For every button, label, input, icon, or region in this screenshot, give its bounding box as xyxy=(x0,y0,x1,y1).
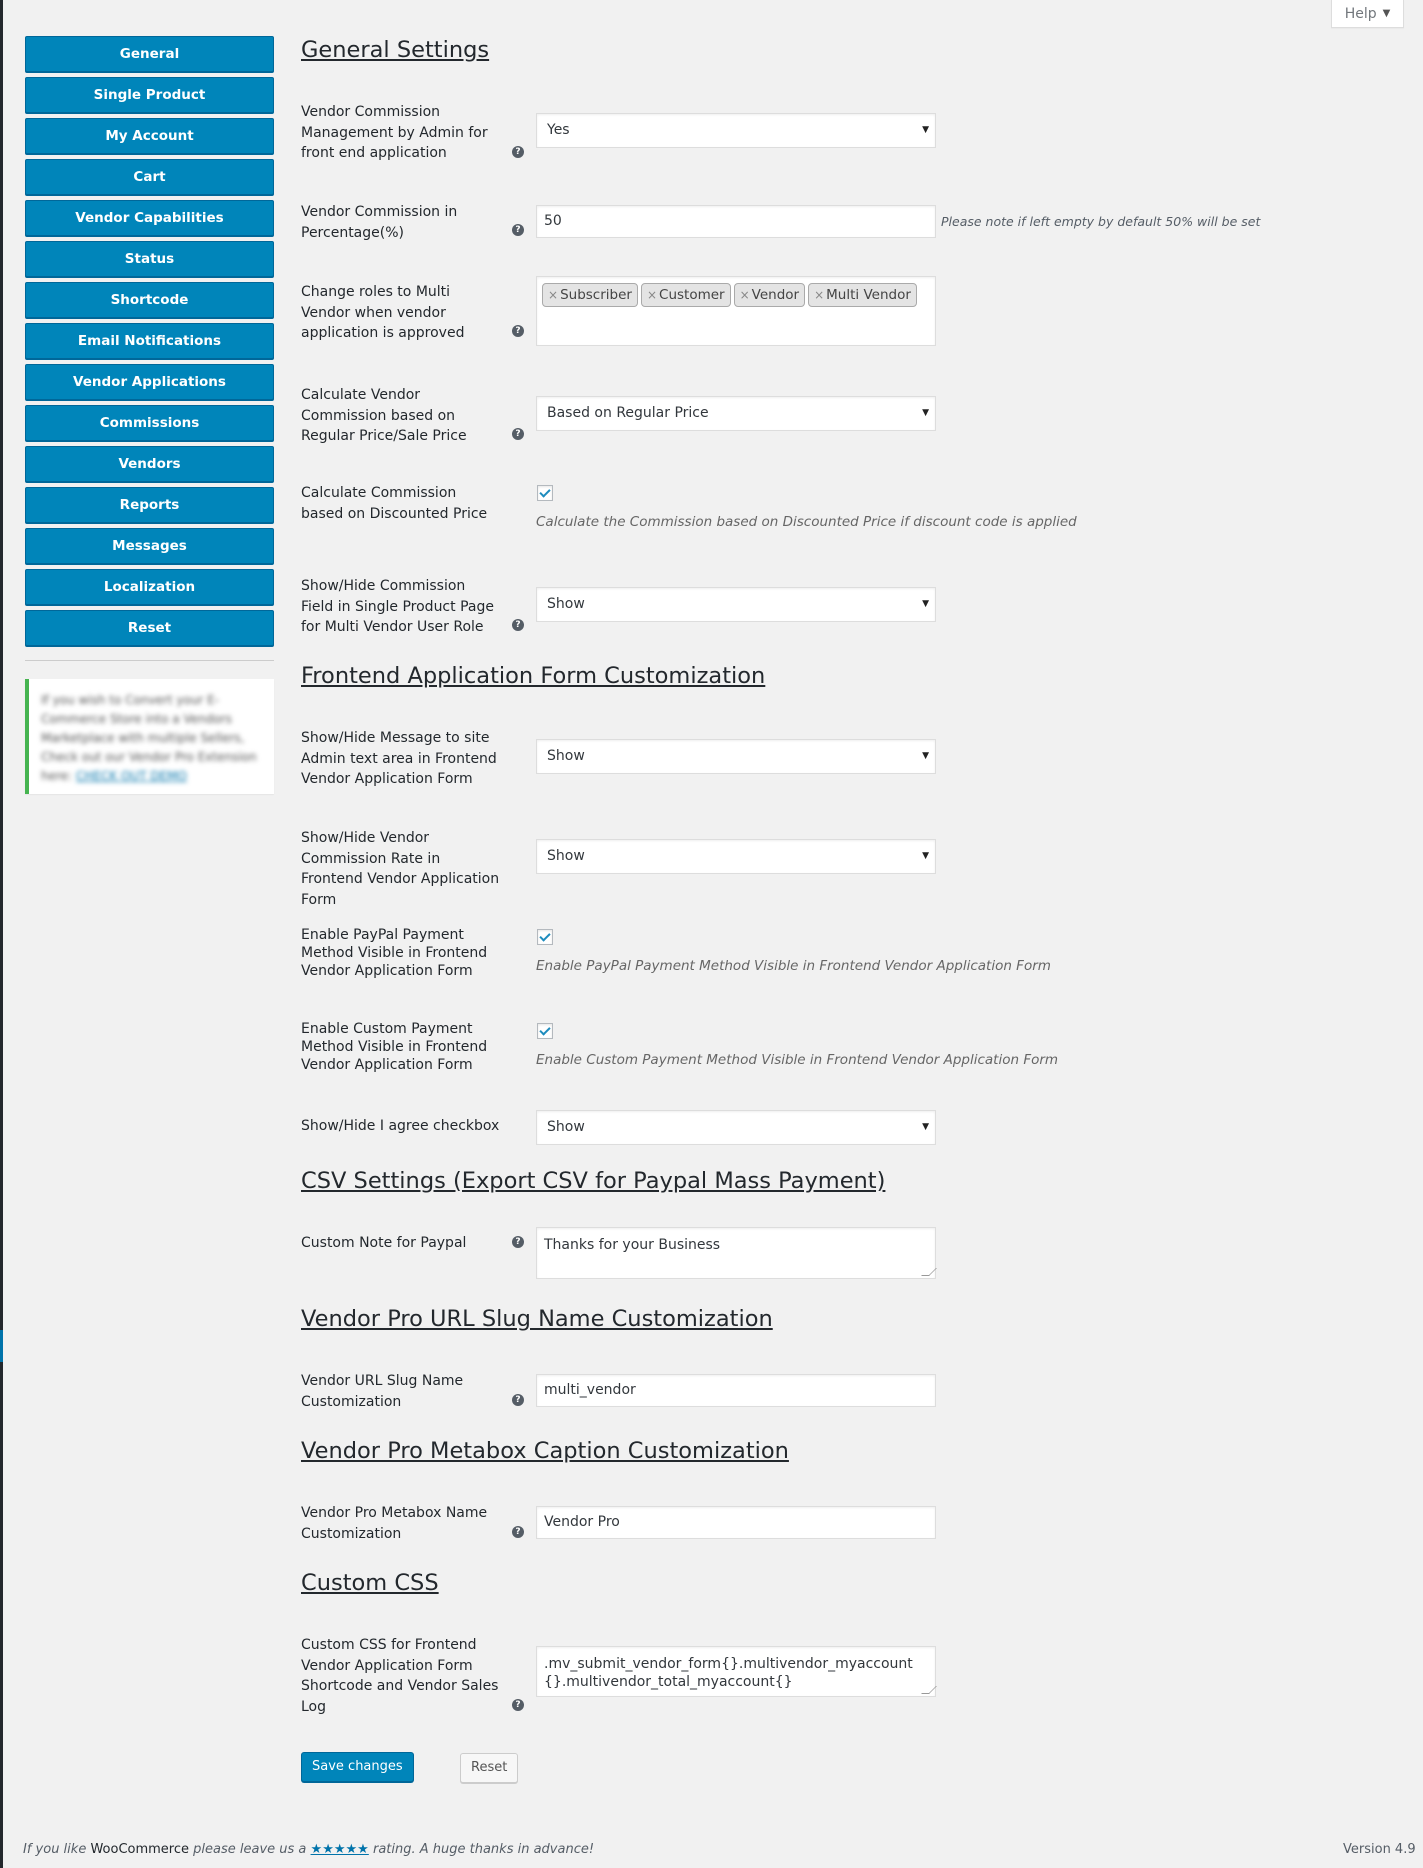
checkmark-icon xyxy=(539,930,550,941)
checkmark-icon xyxy=(539,486,550,497)
label-change-roles: Change roles to Multi Vendor when vendor application is approved xyxy=(301,284,465,341)
help-tip-icon[interactable]: ? xyxy=(512,619,524,631)
label-metabox: Vendor Pro Metabox Name Customization xyxy=(301,1505,488,1542)
select-value: Show xyxy=(547,848,585,864)
label-custom-payment: Enable Custom Payment Method Visible in Frontend Vendor Application Form xyxy=(301,1021,488,1073)
nav-shortcode[interactable]: Shortcode xyxy=(25,282,274,318)
section-title-frontend: Frontend Application Form Customization xyxy=(301,663,766,689)
help-tip-icon[interactable]: ? xyxy=(512,224,524,236)
help-tip-icon[interactable]: ? xyxy=(512,146,524,158)
role-tag-label: Subscriber xyxy=(560,287,632,303)
dropdown-arrow-icon: ▼ xyxy=(922,1122,929,1132)
help-tip-icon[interactable]: ? xyxy=(512,428,524,440)
label-paypal: Enable PayPal Payment Method Visible in Frontend Vendor Application Form xyxy=(301,927,488,979)
footer-text: rating. A huge thanks in advance! xyxy=(372,1842,595,1857)
section-title-slug: Vendor Pro URL Slug Name Customization xyxy=(301,1306,773,1332)
reset-button[interactable]: Reset xyxy=(460,1753,518,1783)
input-commission-pct[interactable]: 50 xyxy=(536,205,936,238)
select-commission-rate[interactable] xyxy=(536,839,936,874)
label-custom-css: Custom CSS for Frontend Vendor Application Form Shortcode and Vendor Sales Log xyxy=(301,1637,499,1715)
promo-link[interactable]: CHECK OUT DEMO xyxy=(75,769,187,783)
admin-menu-active-marker xyxy=(0,1330,3,1362)
checkbox-calc-discounted[interactable] xyxy=(537,485,553,501)
roles-multiselect[interactable] xyxy=(536,276,936,346)
help-tip-icon[interactable]: ? xyxy=(512,1699,524,1711)
help-tip-icon[interactable]: ? xyxy=(512,1526,524,1538)
nav-commissions[interactable]: Commissions xyxy=(25,405,274,441)
input-slug[interactable]: multi_vendor xyxy=(536,1374,936,1407)
dropdown-arrow-icon: ▼ xyxy=(922,851,929,861)
remove-icon[interactable]: × xyxy=(646,288,658,302)
checkbox-custom-payment[interactable] xyxy=(537,1023,553,1039)
help-label: Help xyxy=(1344,5,1377,22)
dropdown-arrow-icon: ▼ xyxy=(922,408,929,418)
role-tag[interactable] xyxy=(734,283,806,307)
dropdown-arrow-icon: ▼ xyxy=(922,599,929,609)
help-tip-icon[interactable]: ? xyxy=(512,1236,524,1248)
remove-icon[interactable]: × xyxy=(739,288,750,302)
input-metabox[interactable]: Vendor Pro xyxy=(536,1506,936,1539)
textarea-paypal-note[interactable] xyxy=(536,1227,936,1279)
dropdown-arrow-icon: ▼ xyxy=(922,125,929,135)
footer-brand: WooCommerce xyxy=(90,1842,190,1857)
nav-vendor-capabilities[interactable]: Vendor Capabilities xyxy=(25,200,274,236)
nav-vendors[interactable]: Vendors xyxy=(25,446,274,482)
nav-vendor-applications[interactable]: Vendor Applications xyxy=(25,364,274,400)
checkmark-icon xyxy=(539,1024,550,1035)
resize-grip-icon[interactable] xyxy=(921,1268,937,1276)
textarea-value: Thanks for your Business xyxy=(544,1237,721,1253)
nav-localization[interactable]: Localization xyxy=(25,569,274,605)
select-commission-mgmt[interactable] xyxy=(536,113,936,148)
label-slug: Vendor URL Slug Name Customization xyxy=(301,1373,464,1410)
help-tip-icon[interactable]: ? xyxy=(512,1394,524,1406)
role-tag[interactable] xyxy=(808,283,917,307)
nav-cart[interactable]: Cart xyxy=(25,159,274,195)
help-tab[interactable] xyxy=(1331,0,1404,28)
settings-sidebar xyxy=(25,36,274,794)
nav-reports[interactable]: Reports xyxy=(25,487,274,523)
footer-text: If you like xyxy=(23,1842,87,1857)
label-commission-pct: Vendor Commission in Percentage(%) xyxy=(301,204,458,241)
select-show-commission-field[interactable] xyxy=(536,587,936,622)
nav-single-product[interactable]: Single Product xyxy=(25,77,274,113)
role-tag[interactable] xyxy=(641,283,731,307)
role-tag-label: Customer xyxy=(659,287,725,303)
promo-text: If you wish to Convert your E-Commerce Store into a Vendors Marketplace with multiple Sellers, Check out our Vendor Pro Extension here: xyxy=(41,693,257,783)
nav-email-notifications[interactable]: Email Notifications xyxy=(25,323,274,359)
commission-pct-note: Please note if left empty by default 50% will be set xyxy=(941,214,1261,229)
caret-down-icon: ▼ xyxy=(1382,8,1391,19)
select-value: Yes xyxy=(547,122,570,138)
label-paypal-note: Custom Note for Paypal xyxy=(301,1235,467,1251)
admin-menu-edge xyxy=(0,0,3,1868)
label-commission-mgmt: Vendor Commission Management by Admin for front end application xyxy=(301,104,488,161)
label-show-commission-field: Show/Hide Commission Field in Single Product Page for Multi Vendor User Role xyxy=(301,578,494,635)
role-tag-label: Multi Vendor xyxy=(826,287,911,303)
label-calc-discounted: Calculate Commission based on Discounted Price xyxy=(301,485,488,522)
rating-stars-link[interactable]: ★★★★★ xyxy=(310,1842,369,1857)
select-value: Show xyxy=(547,1119,585,1135)
remove-icon[interactable]: × xyxy=(548,288,559,302)
remove-icon[interactable]: × xyxy=(814,288,825,302)
select-value: Based on Regular Price xyxy=(547,405,709,421)
save-changes-button[interactable]: Save changes xyxy=(301,1752,414,1782)
role-tag-label: Vendor xyxy=(751,287,800,303)
nav-my-account[interactable]: My Account xyxy=(25,118,274,154)
section-title-metabox: Vendor Pro Metabox Caption Customization xyxy=(301,1438,789,1464)
label-commission-rate: Show/Hide Vendor Commission Rate in Frontend Vendor Application Form xyxy=(301,830,500,908)
select-message-area[interactable] xyxy=(536,739,936,774)
footer-text: please leave us a xyxy=(193,1842,307,1857)
nav-reset[interactable]: Reset xyxy=(25,610,274,646)
nav-messages[interactable]: Messages xyxy=(25,528,274,564)
nav-general[interactable]: General xyxy=(25,36,274,72)
section-title-csv: CSV Settings (Export CSV for Paypal Mass Payment) xyxy=(301,1168,886,1194)
section-title-css: Custom CSS xyxy=(301,1570,439,1596)
calc-discounted-desc: Calculate the Commission based on Discounted Price if discount code is applied xyxy=(536,514,1077,530)
select-value: Show xyxy=(547,596,585,612)
select-calc-commission[interactable] xyxy=(536,396,936,431)
select-value: Show xyxy=(547,748,585,764)
footer-rating xyxy=(23,1842,594,1857)
help-tip-icon[interactable]: ? xyxy=(512,325,524,337)
textarea-value: .mv_submit_vendor_form{}.multivendor_myaccount{}.multivendor_total_myaccount{} xyxy=(544,1656,913,1690)
dropdown-arrow-icon: ▼ xyxy=(922,751,929,761)
label-message-area: Show/Hide Message to site Admin text area in Frontend Vendor Application Form xyxy=(301,730,497,787)
label-calc-commission: Calculate Vendor Commission based on Regular Price/Sale Price xyxy=(301,387,467,444)
select-agree[interactable] xyxy=(536,1110,936,1145)
section-title-general: General Settings xyxy=(301,37,490,63)
role-tag[interactable] xyxy=(542,283,638,307)
textarea-custom-css[interactable] xyxy=(536,1646,936,1697)
nav-status[interactable]: Status xyxy=(25,241,274,277)
resize-grip-icon[interactable] xyxy=(921,1686,937,1694)
promo-notice xyxy=(25,679,274,794)
paypal-desc: Enable PayPal Payment Method Visible in Frontend Vendor Application Form xyxy=(536,958,1051,974)
custom-payment-desc: Enable Custom Payment Method Visible in Frontend Vendor Application Form xyxy=(536,1052,1059,1068)
checkbox-paypal[interactable] xyxy=(537,929,553,945)
footer-version: Version 4.9 xyxy=(1343,1842,1416,1857)
sidebar-divider xyxy=(25,660,274,661)
label-agree: Show/Hide I agree checkbox xyxy=(301,1118,500,1134)
